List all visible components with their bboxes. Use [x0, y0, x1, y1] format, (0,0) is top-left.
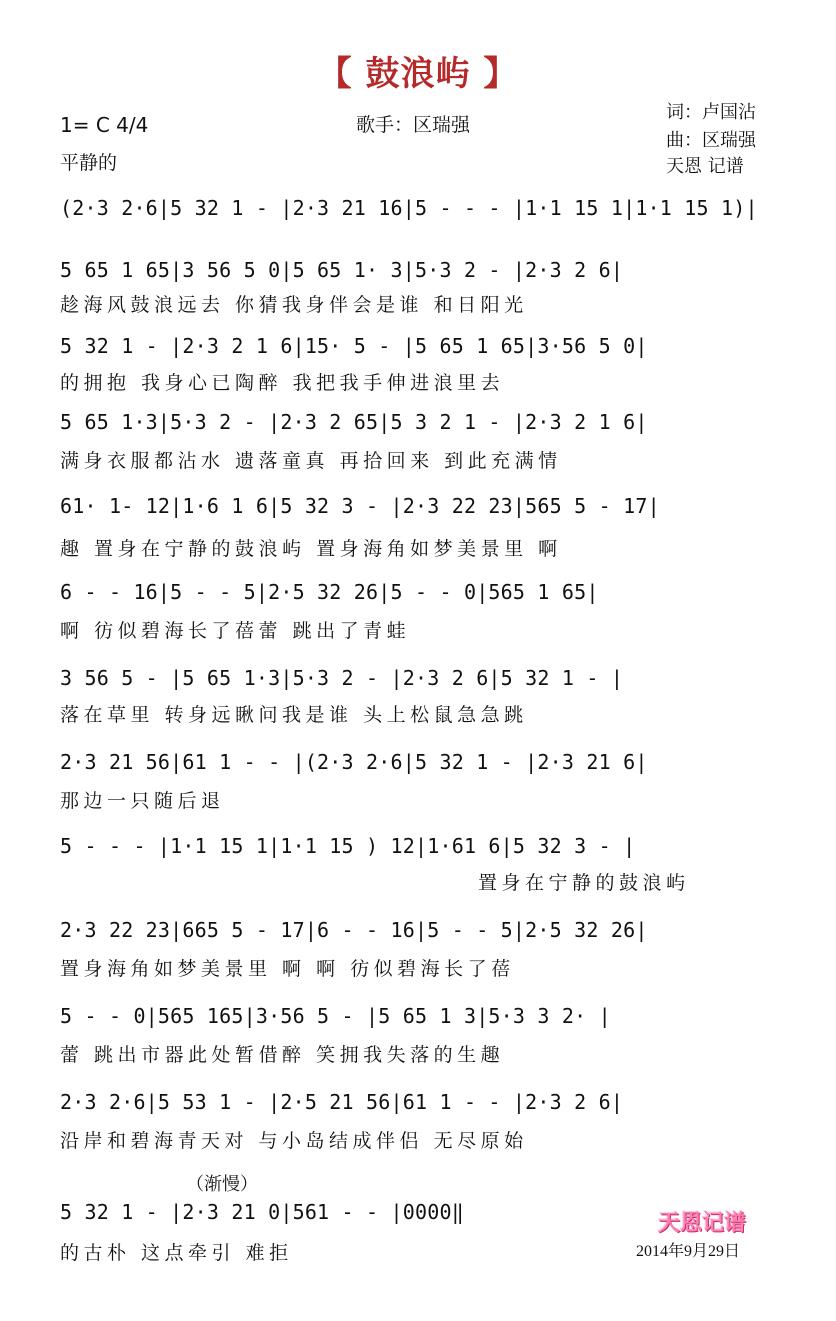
- notation-line-1: (2·3 2·6|5 32 1 - |2·3 21 16|5 - - - |1·1 15 1|1·1 15 1)|: [60, 196, 758, 220]
- notation-line-11: 5 - - 0|565 165|3·56 5 - |5 65 1 3|5·3 3 2· |: [60, 1004, 611, 1028]
- lyrics-line-11: 蕾 跳出市器此处暂借醉 笑拥我失落的生趣: [60, 1044, 505, 1066]
- lyrics-line-3: 的拥抱 我身心已陶醉 我把我手伸进浪里去: [60, 372, 505, 394]
- song-title: 【 鼓浪屿 】: [317, 54, 519, 94]
- key-signature: 1= C 4/4: [60, 113, 149, 137]
- notation-line-2: 5 65 1 65|3 56 5 0|5 65 1· 3|5·3 2 - |2·3 2 6|: [60, 258, 624, 282]
- lyrics-line-5: 趣 置身在宁静的鼓浪屿 置身海角如梦美景里 啊: [60, 538, 562, 560]
- notation-line-10: 2·3 22 23|665 5 - 17|6 - - 16|5 - - 5|2·5 32 26|: [60, 918, 648, 942]
- notation-line-13: 5 32 1 - |2·3 21 0|561 - - |0000‖: [60, 1200, 464, 1224]
- notation-line-5: 61· 1- 12|1·6 1 6|5 32 3 - |2·3 22 23|565 5 - 17|: [60, 494, 660, 518]
- notation-line-4: 5 65 1·3|5·3 2 - |2·3 2 65|5 3 2 1 - |2·3 2 1 6|: [60, 410, 648, 434]
- notation-line-9: 5 - - - |1·1 15 1|1·1 15 ) 12|1·61 6|5 32 3 - |: [60, 834, 636, 858]
- lyrics-line-7: 落在草里 转身远瞅问我是谁 头上松鼠急急跳: [60, 704, 528, 726]
- tempo-text: 平静的: [60, 152, 118, 174]
- lyrics-line-6: 啊 彷似碧海长了蓓蕾 跳出了青蛙: [60, 620, 411, 642]
- notation-line-12: 2·3 2·6|5 53 1 - |2·5 21 56|61 1 - - |2·3 2 6|: [60, 1090, 624, 1114]
- lyrics-line-4: 满身衣服都沾水 遗落童真 再拾回来 到此充满情: [60, 450, 562, 472]
- transcription-date: 2014年9月29日: [636, 1243, 741, 1260]
- lyrics-line-9: 置身在宁静的鼓浪屿: [478, 872, 690, 894]
- composer-credit: 曲：区瑞强: [666, 130, 756, 151]
- notation-line-8: 2·3 21 56|61 1 - - |(2·3 2·6|5 32 1 - |2·3 21 6|: [60, 750, 648, 774]
- lyrics-line-13: 的古朴 这点牵引 难拒: [60, 1242, 293, 1264]
- singer-credit: 歌手：区瑞强: [356, 114, 471, 136]
- lyrics-line-2: 趁海风鼓浪远去 你猜我身伴会是谁 和日阳光: [60, 294, 528, 316]
- notation-line-6: 6 - - 16|5 - - 5|2·5 32 26|5 - - 0|565 1 65|: [60, 580, 599, 604]
- notation-line-3: 5 32 1 - |2·3 2 1 6|15· 5 - |5 65 1 65|3·56 5 0|: [60, 334, 648, 358]
- watermark-logo: 天恩记谱: [658, 1210, 747, 1236]
- notation-line-7: 3 56 5 - |5 65 1·3|5·3 2 - |2·3 2 6|5 32 1 - |: [60, 666, 624, 690]
- lyrics-line-8: 那边一只随后退: [60, 790, 225, 812]
- tempo-mark-ritardando: （渐慢）: [186, 1174, 258, 1195]
- lyricist-credit: 词：卢国沾: [666, 102, 756, 123]
- lyrics-line-12: 沿岸和碧海青天对 与小岛结成伴侣 无尽原始: [60, 1130, 528, 1152]
- lyrics-line-10: 置身海角如梦美景里 啊 啊 彷似碧海长了蓓: [60, 958, 515, 980]
- transcriber-credit: 天恩 记谱: [666, 156, 744, 177]
